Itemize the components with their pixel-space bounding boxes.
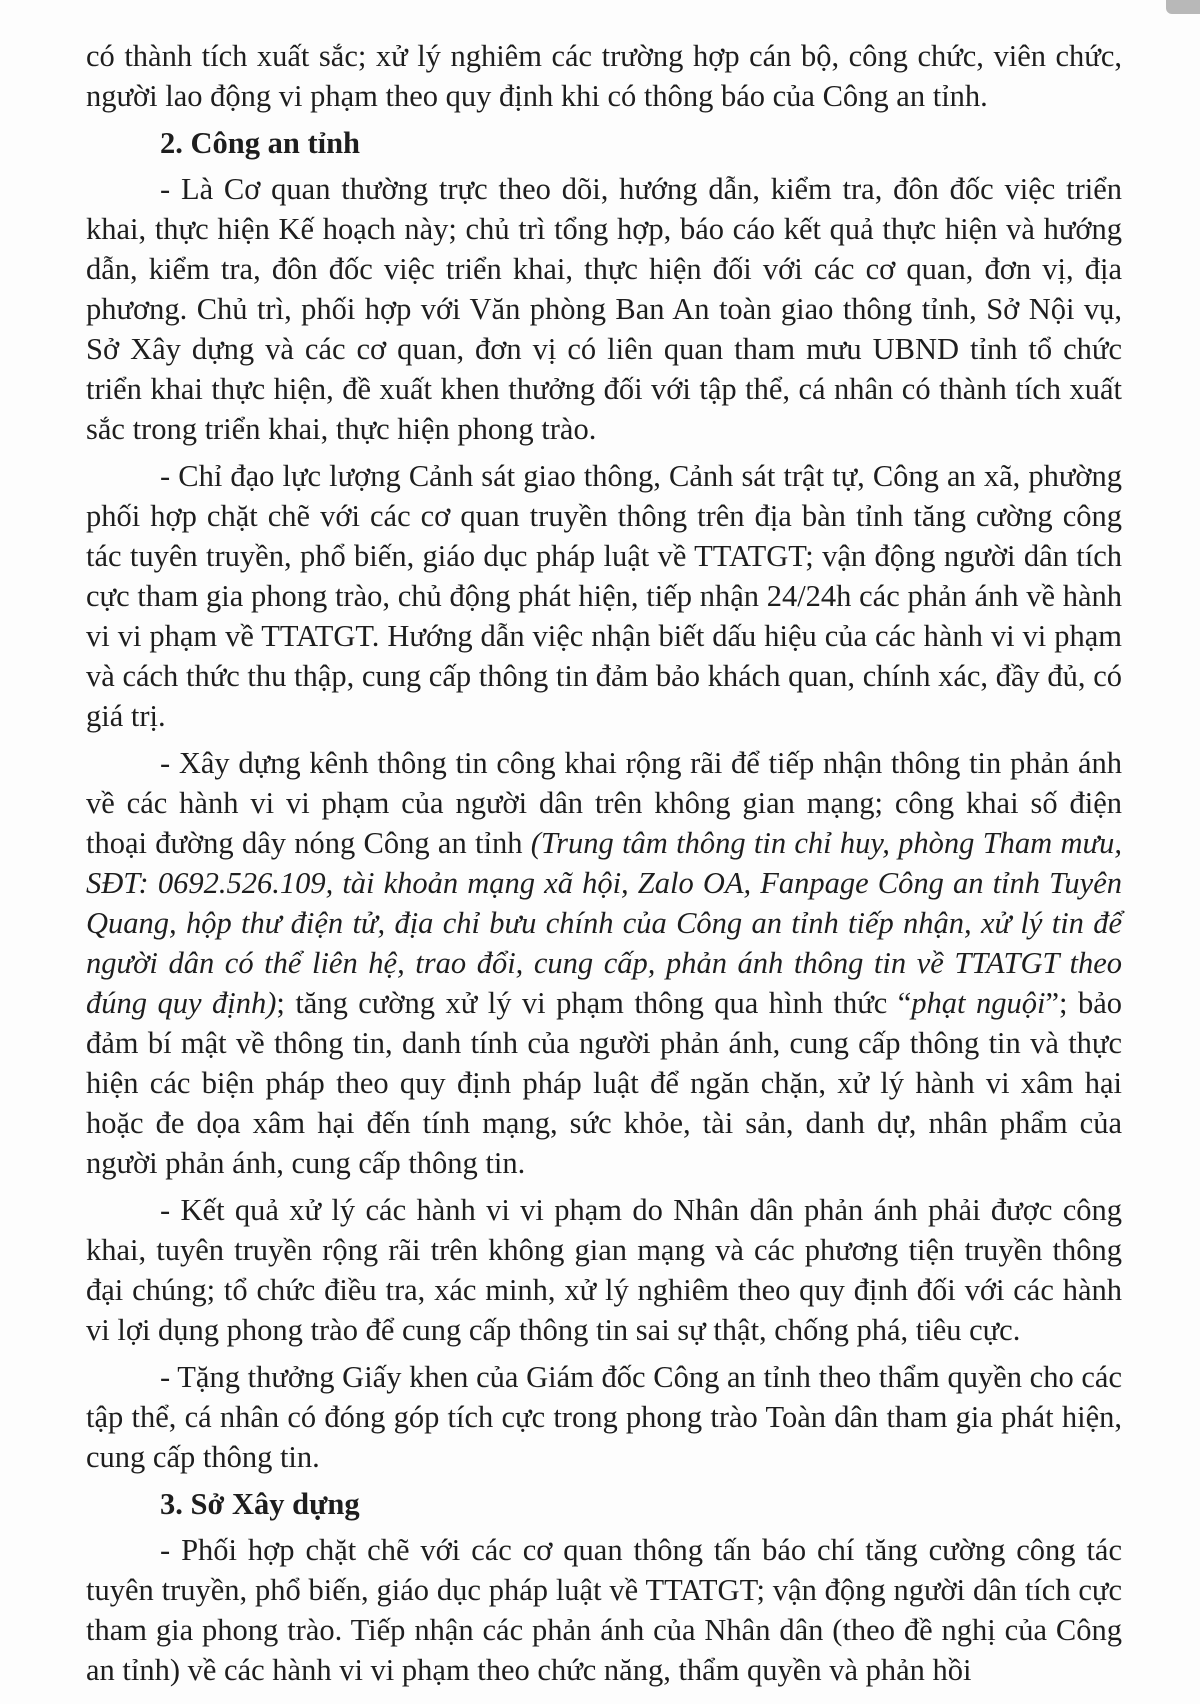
paragraph-traffic-police-direction: - Chỉ đạo lực lượng Cảnh sát giao thông, Cảnh sát trật tự, Công an xã, phường phối hợp chặt chẽ với các cơ quan truyền thông trên địa bàn tỉnh tăng cường công tác tuyên truyền, phổ biến, giáo dục pháp luật về TTATGT; vận động người dân tích cực tham gia phong trào, chủ động phát hiện, tiếp nhận 24/24h các phản ánh về hành vi vi phạm về TTATGT. Hướng dẫn việc nhận biết dấu hiệu của các hành vi vi phạm và cách thức thu thập, cung cấp thông tin đảm bảo khách quan, chính xác, đầy đủ, có giá trị. [86, 459, 1122, 733]
text-segment: ; tăng cường xử lý vi phạm thông qua hình thức “ [276, 986, 912, 1020]
italic-phat-nguoi: phạt nguội [911, 986, 1046, 1020]
section-heading-cong-an-tinh: 2. Công an tỉnh [160, 126, 361, 160]
paragraph-continued: có thành tích xuất sắc; xử lý nghiêm các trường hợp cán bộ, công chức, viên chức, người lao động vi phạm theo quy định khi có thông báo của Công an tỉnh. [86, 39, 1122, 113]
text-segment: ”; bảo đảm bí mật về thông tin, danh tính của người phản ánh, cung cấp thông tin và thực hiện các biện pháp theo quy định pháp luật để ngăn chặn, xử lý hành vi xâm hại hoặc đe dọa xâm hại đến tính mạng, sức khỏe, tài sản, danh dự, nhân phẩm của người phản ánh, cung cấp thông tin. [86, 986, 1122, 1180]
paragraph-public-channel [86, 743, 1122, 1183]
text-segment: - Xây dựng kênh thông tin công khai rộng rãi để tiếp nhận thông tin phản ánh về các hành vi vi phạm của người dân trên không gian mạng; công khai số điện thoại đường dây nóng Công an tỉnh [86, 746, 1122, 860]
section-heading-so-xay-dung: 3. Sở Xây dựng [160, 1487, 360, 1521]
paragraph-construction-dept: - Phối hợp chặt chẽ với các cơ quan thông tấn báo chí tăng cường công tác tuyên truyền, phổ biến, giáo dục pháp luật về TTATGT; vận động người dân tích cực tham gia phong trào. Tiếp nhận các phản ánh của Nhân dân (theo đề nghị của Công an tỉnh) về các hành vi vi phạm theo chức năng, thẩm quyền và phản hồi [86, 1533, 1122, 1687]
scan-corner-mark [1166, 0, 1200, 14]
paragraph-standing-agency: - Là Cơ quan thường trực theo dõi, hướng dẫn, kiểm tra, đôn đốc việc triển khai, thực hiện Kế hoạch này; chủ trì tổng hợp, báo cáo kết quả thực hiện và hướng dẫn, kiểm tra, đôn đốc việc triển khai, thực hiện đối với các cơ quan, đơn vị, địa phương. Chủ trì, phối hợp với Văn phòng Ban An toàn giao thông tỉnh, Sở Nội vụ, Sở Xây dựng và các cơ quan, đơn vị có liên quan tham mưu UBND tỉnh tổ chức triển khai thực hiện, đề xuất khen thưởng đối với tập thể, cá nhân có thành tích xuất sắc trong triển khai, thực hiện phong trào. [86, 172, 1122, 446]
paragraph-awards: - Tặng thưởng Giấy khen của Giám đốc Công an tỉnh theo thẩm quyền cho các tập thể, cá nhân có đóng góp tích cực trong phong trào Toàn dân tham gia phát hiện, cung cấp thông tin. [86, 1360, 1122, 1474]
italic-hotline-details: (Trung tâm thông tin chỉ huy, phòng Tham mưu, SĐT: 0692.526.109, tài khoản mạng xã hội, Zalo OA, Fanpage Công an tỉnh Tuyên Quang, hộp thư điện tử, địa chỉ bưu chính của Công an tỉnh tiếp nhận, xử lý tin để người dân có thể liên hệ, trao đổi, cung cấp, phản ánh thông tin về TTATGT theo đúng quy định) [86, 826, 1123, 1020]
paragraph-results-publicity: - Kết quả xử lý các hành vi vi phạm do Nhân dân phản ánh phải được công khai, tuyên truyền rộng rãi trên không gian mạng và các phương tiện truyền thông đại chúng; tổ chức điều tra, xác minh, xử lý nghiêm theo quy định đối với các hành vi lợi dụng phong trào để cung cấp thông tin sai sự thật, chống phá, tiêu cực. [86, 1193, 1122, 1347]
